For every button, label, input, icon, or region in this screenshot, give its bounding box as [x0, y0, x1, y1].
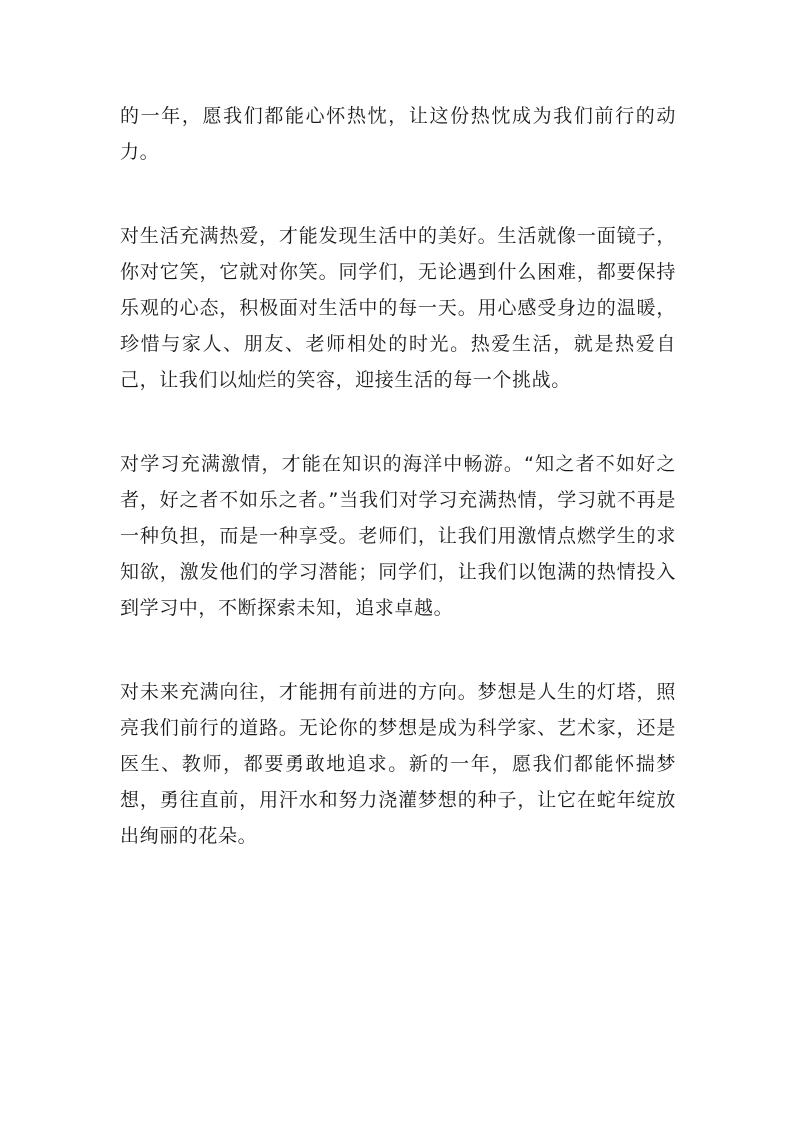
paragraph-4: 对未来充满向往，才能拥有前进的方向。梦想是人生的灯塔，照亮我们前行的道路。无论你的梦想是成为科学家、艺术家，还是医生、教师，都要勇敢地追求。新的一年，愿我们都能怀揣梦想，勇往直前，用汗水和努力浇灌梦想的种子，让它在蛇年绽放出绚丽的花朵。 — [120, 681, 676, 847]
paragraph-1: 的一年，愿我们都能心怀热忱，让这份热忱成为我们前行的动力。 — [120, 105, 676, 163]
paragraph-3: 对学习充满激情，才能在知识的海洋中畅游。“知之者不如好之者，好之者不如乐之者。”当我们对学习充满热情，学习就不再是一种负担，而是一种享受。老师们，让我们用激情点燃学生的求知欲，激发他们的学习潜能；同学们，让我们以饱满的热情投入到学习中，不断探索未知，追求卓越。 — [120, 453, 676, 619]
document-body — [120, 98, 676, 902]
paragraph-2: 对生活充满热爱，才能发现生活中的美好。生活就像一面镜子，你对它笑，它就对你笑。同学们，无论遇到什么困难，都要保持乐观的心态，积极面对生活中的每一天。用心感受身边的温暖，珍惜与家人、朋友、老师相处的时光。热爱生活，就是热爱自己，让我们以灿烂的笑容，迎接生活的每一个挑战。 — [120, 225, 676, 391]
